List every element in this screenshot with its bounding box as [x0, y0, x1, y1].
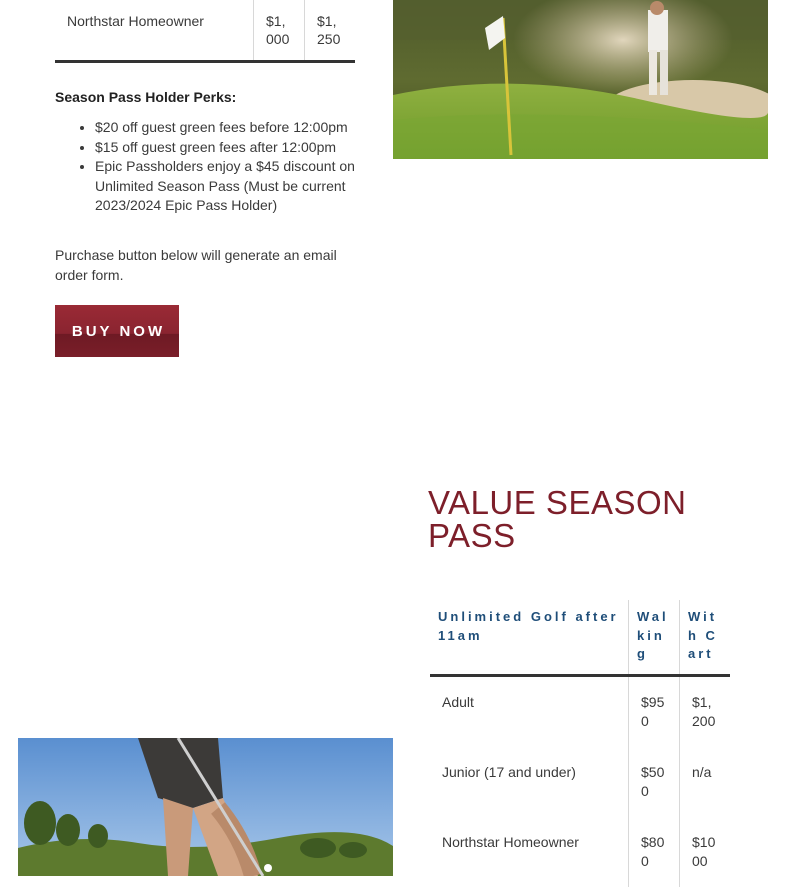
- purchase-note: Purchase button below will generate an email order form.: [55, 247, 337, 283]
- table-row: [430, 675, 730, 747]
- walking-price: $1,000: [254, 0, 305, 62]
- cart-price: $1000: [680, 817, 731, 887]
- walking-price: $500: [629, 747, 680, 817]
- golfer-teeing-photo: [18, 738, 393, 876]
- row-label: Northstar Homeowner: [67, 13, 204, 29]
- golf-bunker-photo: [393, 0, 768, 159]
- walking-price: $950: [629, 675, 680, 747]
- perks-title: Season Pass Holder Perks:: [55, 89, 237, 105]
- cart-price: $1,250: [305, 0, 356, 62]
- buy-now-button[interactable]: BUY NOW: [55, 305, 179, 357]
- perks-list: [55, 118, 355, 216]
- table-row: [430, 747, 730, 817]
- table-header-row: [430, 600, 730, 675]
- table-row: [430, 817, 730, 887]
- value-season-pass-title: VALUE SEASON PASS: [428, 484, 687, 554]
- list-item: • Epic Passholders enjoy a $45 discount on Unlimited Season Pass (Must be current 2023/2024 Epic Pass Holder): [95, 157, 355, 216]
- value-season-pass-table: [430, 600, 730, 887]
- homeowner-price-table: [55, 0, 355, 63]
- row-label: Junior (17 and under): [442, 763, 576, 780]
- list-item: • $15 off guest green fees after 12:00pm: [95, 138, 355, 158]
- list-item: • $20 off guest green fees before 12:00pm: [95, 118, 355, 138]
- column-header: With Cart: [680, 600, 731, 675]
- cart-price: n/a: [680, 747, 731, 817]
- column-header: Walking: [629, 600, 680, 675]
- table-row: [55, 0, 355, 62]
- walking-price: $800: [629, 817, 680, 887]
- cart-price: $1,200: [680, 675, 731, 747]
- row-label: Northstar Homeowner: [442, 833, 579, 850]
- column-header: Unlimited Golf after 11am: [438, 609, 619, 643]
- row-label: Adult: [442, 693, 474, 710]
